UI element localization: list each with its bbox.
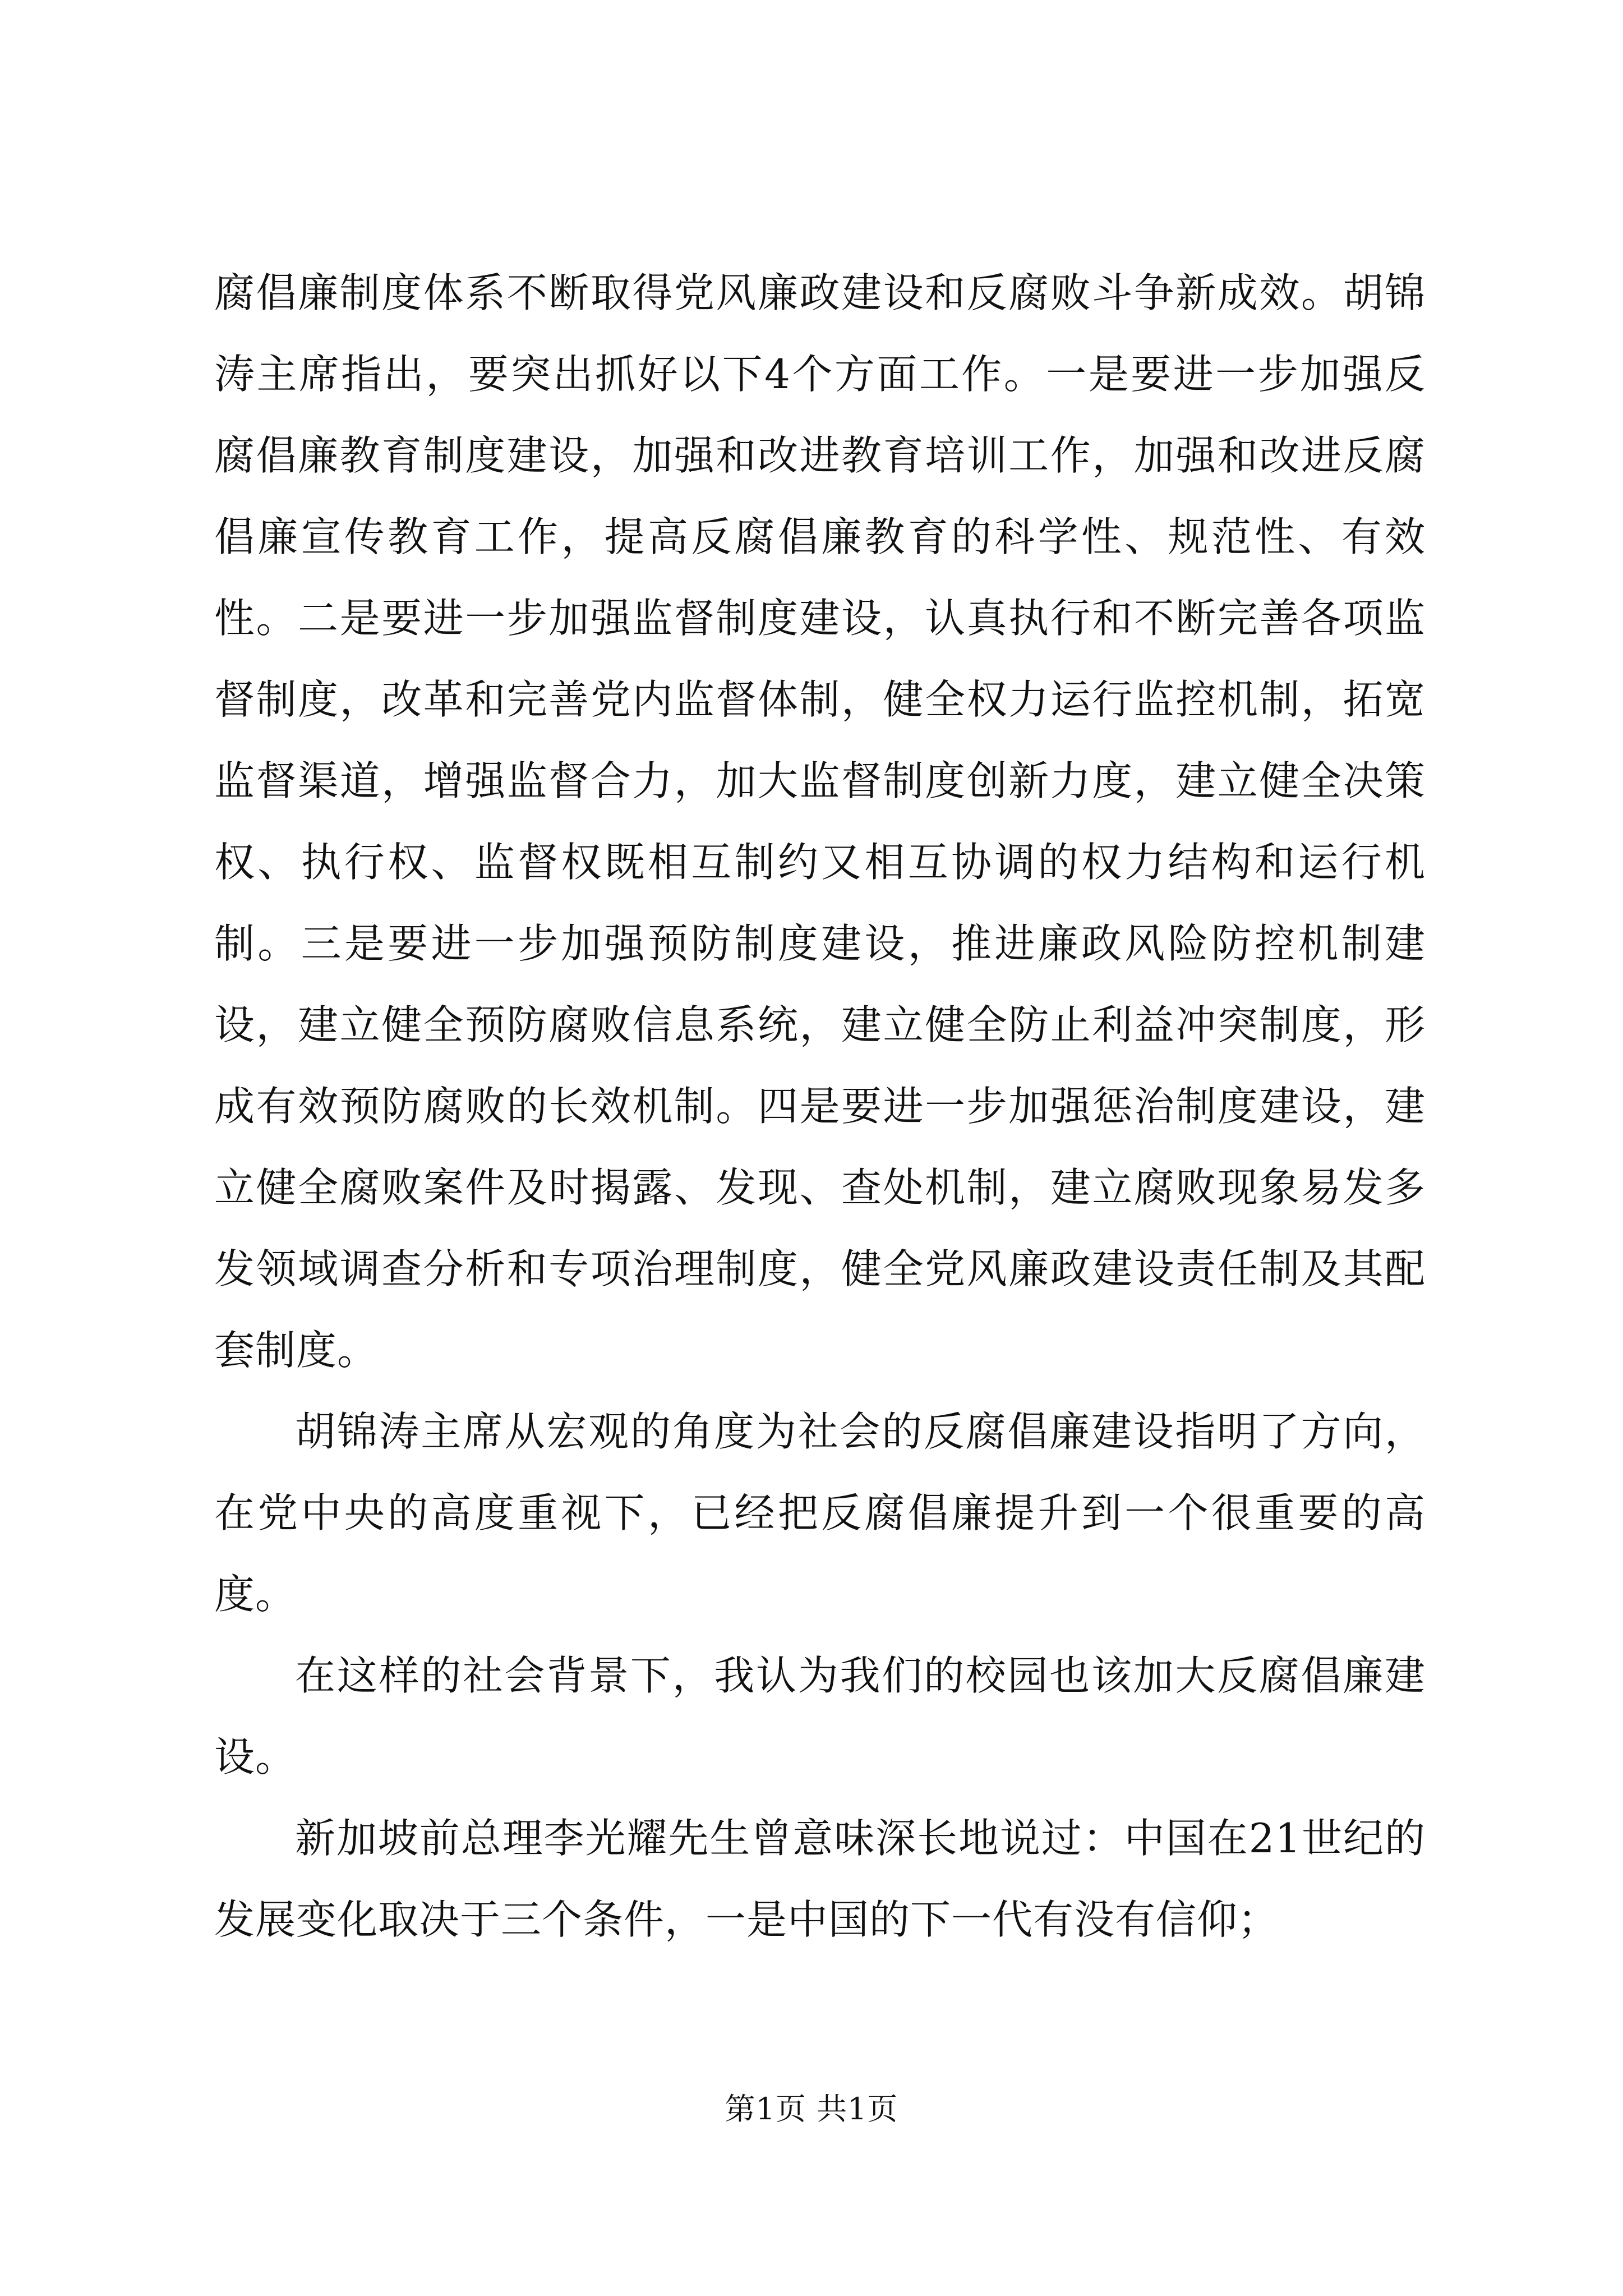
paragraph: 新加坡前总理李光耀先生曾意味深长地说过：中国在21世纪的发展变化取决于三个条件，一是中国的下一代有没有信仰；	[214, 1815, 1426, 1943]
paragraph: 胡锦涛主席从宏观的角度为社会的反腐倡廉建设指明了方向，在党中央的高度重视下，已经把反腐倡廉提升到一个很重要的高度。	[214, 1408, 1426, 1618]
page-footer: 第1页 共1页	[725, 2091, 898, 2127]
paragraph: 在这样的社会背景下，我认为我们的校园也该加大反腐倡廉建设。	[214, 1652, 1426, 1780]
paragraph-continuation: 腐倡廉制度体系不断取得党风廉政建设和反腐败斗争新成效。胡锦涛主席指出，要突出抓好以下4个方面工作。一是要进一步加强反腐倡廉教育制度建设，加强和改进教育培训工作，加强和改进反腐倡廉宣传教育工作，提高反腐倡廉教育的科学性、规范性、有效性。二是要进一步加强监督制度建设，认真执行和不断完善各项监督制度，改革和完善党内监督体制，健全权力运行监控机制，拓宽监督渠道，增强监督合力，加大监督制度创新力度，建立健全决策权、执行权、监督权既相互制约又相互协调的权力结构和运行机制。三是要进一步加强预防制度建设，推进廉政风险防控机制建设，建立健全预防腐败信息系统，建立健全防止利益冲突制度，形成有效预防腐败的长效机制。四是要进一步加强惩治制度建设，建立健全腐败案件及时揭露、发现、查处机制，建立腐败现象易发多发领域调查分析和专项治理制度，健全党风廉政建设责任制及其配套制度。	[214, 269, 1426, 1374]
document-body	[214, 252, 1426, 1961]
